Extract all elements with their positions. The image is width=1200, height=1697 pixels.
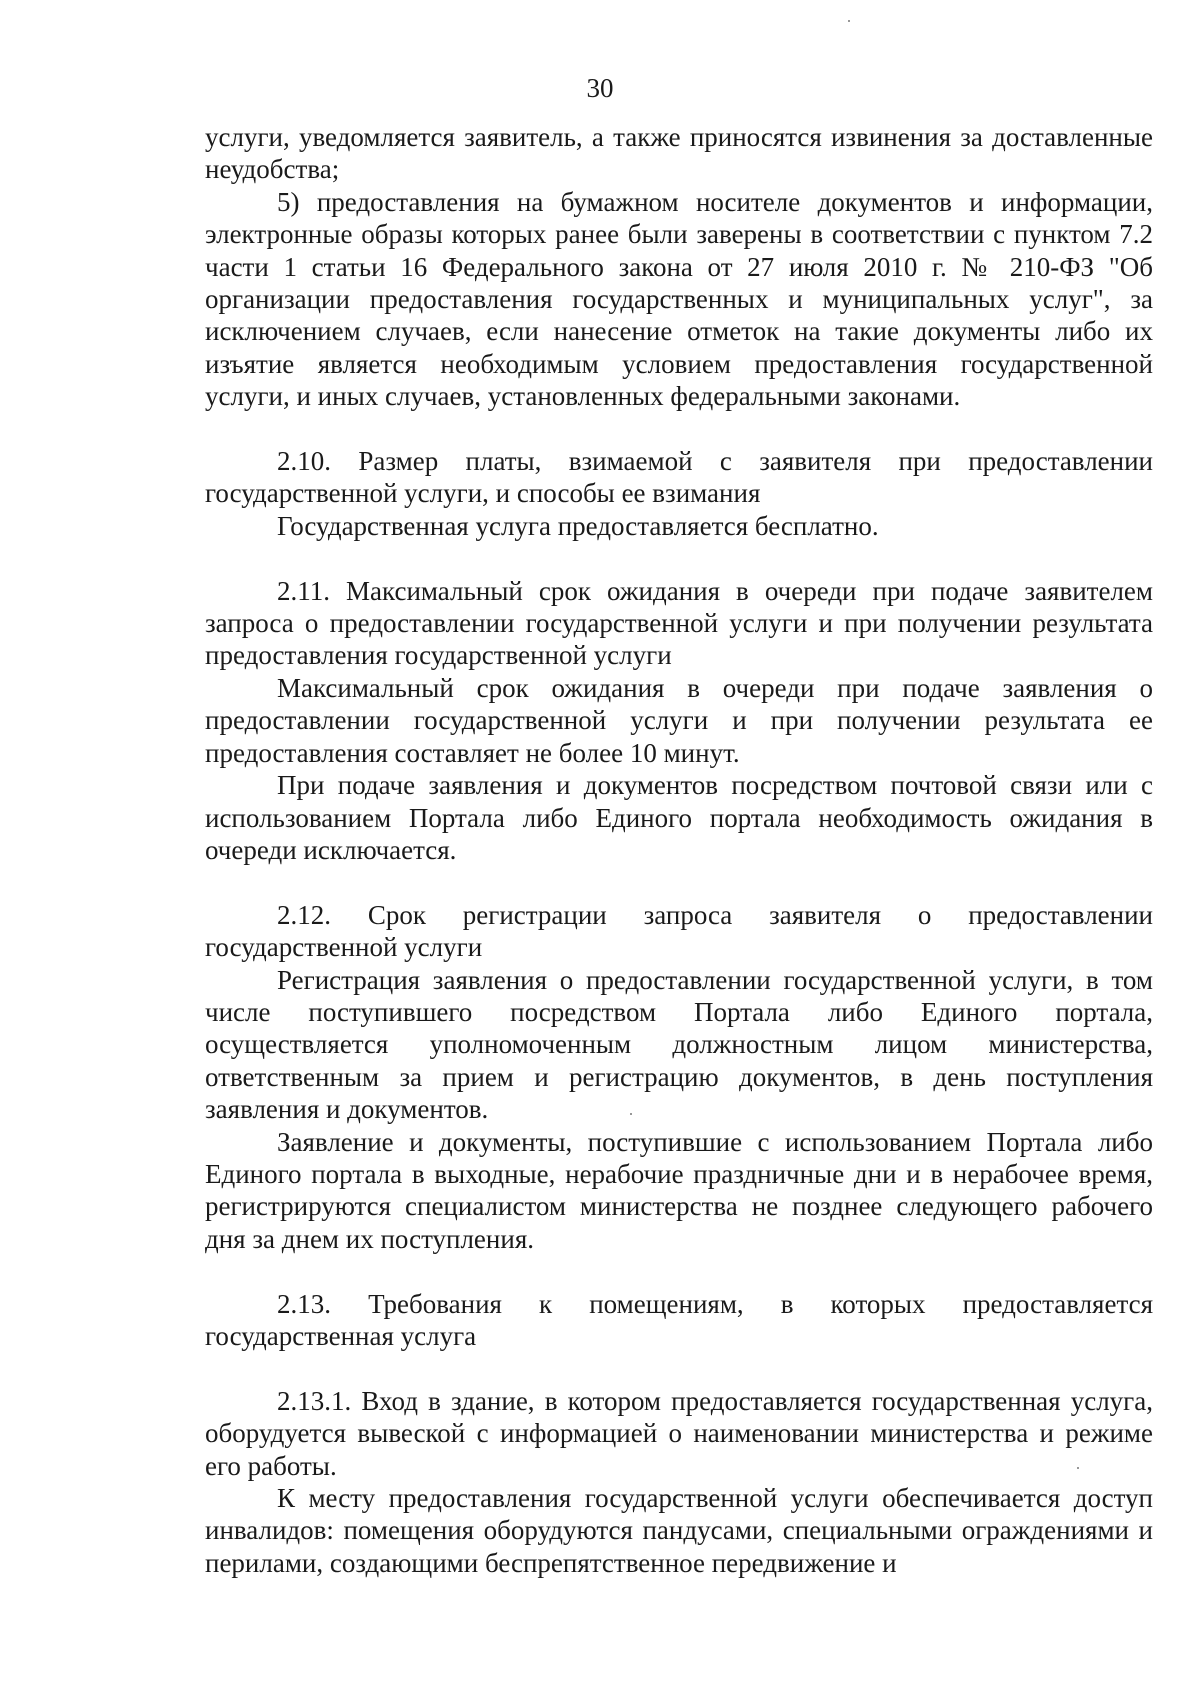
paragraph-gap	[205, 413, 1153, 445]
paragraph-item-5: 5) предоставления на бумажном носителе документов и информации, электронные образы которых ранее были заверены в соответствии с пунктом 7.2 части 1 статьи 16 Федерального закона от 27 июля 2010 г. № 210-ФЗ "Об организации предоставления государственных и муниципальных услуг", за исключением случаев, если нанесение отметок на такие документы либо их изъятие является необходимым условием предоставления государственной услуги, и иных случаев, установленных федеральными законами.	[205, 186, 1153, 412]
paragraph-2-11-a: Максимальный срок ожидания в очереди при подаче заявления о предоставлении государственной услуги и при получении результата ее предоставления составляет не более 10 минут.	[205, 672, 1153, 768]
paragraph-2-11-b: При подаче заявления и документов посредством почтовой связи или с использованием Портала либо Единого портала необходимость ожидания в очереди исключается.	[205, 770, 1153, 865]
section-heading-2-11: 2.11. Максимальный срок ожидания в очереди при подаче заявителем запроса о предоставлении государственной услуги и при получении результата предоставления государственной услуги	[205, 575, 1153, 671]
paragraph-2-13-1: К месту предоставления государственной услуги обеспечивается доступ инвалидов: помещения оборудуются пандусами, специальными ограждениями и перилами, создающими беспрепятственное передвижение и	[205, 1482, 1153, 1578]
document-body	[205, 121, 1153, 1579]
paragraph-2-10: Государственная услуга предоставляется бесплатно.	[277, 510, 879, 541]
section-heading-2-12: 2.12. Срок регистрации запроса заявителя о предоставлении государственной услуги	[205, 899, 1153, 963]
paragraph-continuation: услуги, уведомляется заявитель, а также приносятся извинения за доставленные неудобства;	[205, 122, 1153, 185]
section-heading-2-10: 2.10. Размер платы, взимаемой с заявителя при предоставлении государственной услуги, и способы ее взимания	[205, 446, 1153, 509]
paragraph-2-12-a: Регистрация заявления о предоставлении государственной услуги, в том числе поступившего посредством Портала либо Единого портала, осуществляется уполномоченным должностным лицом министерства, ответственным за прием и регистрацию документов, в день поступления заявления и документов.	[205, 964, 1153, 1125]
paragraph-gap	[205, 542, 1153, 574]
paragraph-gap	[205, 866, 1153, 898]
paragraph-gap	[205, 1352, 1153, 1384]
section-heading-2-13-1: 2.13.1. Вход в здание, в котором предоставляется государственная услуга, оборудуется вывеской с информацией о наименовании министерства и режиме его работы.	[205, 1385, 1153, 1481]
page-number: 30	[586, 73, 614, 103]
paragraph-gap	[205, 1255, 1153, 1287]
section-heading-2-13: 2.13. Требования к помещениям, в которых предоставляется государственная услуга	[205, 1288, 1153, 1351]
scan-speck	[848, 20, 850, 22]
paragraph-2-12-b: Заявление и документы, поступившие с использованием Портала либо Единого портала в выходные, нерабочие праздничные дни и в нерабочее время, регистрируются специалистом министерства не позднее следующего рабочего дня за днем их поступления.	[205, 1126, 1153, 1254]
